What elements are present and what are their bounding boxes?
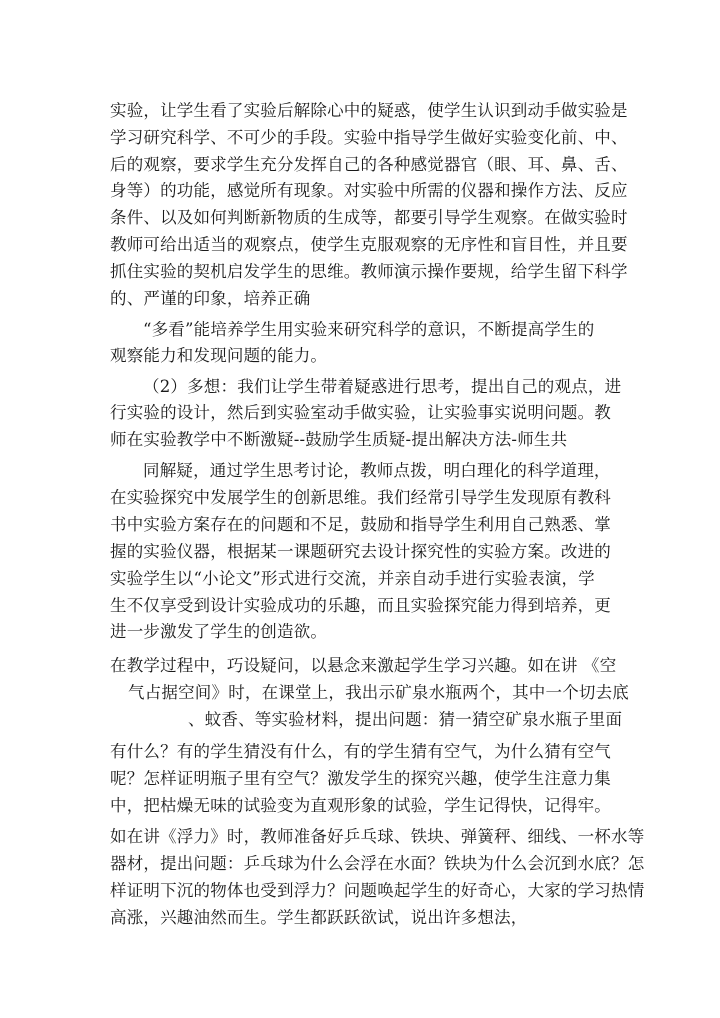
text-line: （2）多想：我们让学生带着疑惑进行思考，提出自己的观点，进 (143, 377, 622, 396)
text-line: 器材，提出问题：乒乓球为什么会浮在水面？铁块为什么会沉到水底？怎 (110, 854, 645, 873)
text-line: 条件、以及如何判断新物质的生成等，都要引导学生观察。在做实验时 (110, 208, 628, 227)
text-line: 身等）的功能，感觉所有现象。对实验中所需的仪器和操作方法、反应 (110, 181, 628, 200)
text-line: 抓住实验的契机启发学生的思维。教师演示操作要规，给学生留下科学 (110, 262, 628, 281)
text-line: 在实验探究中发展学生的创新思维。我们经常引导学生发现原有教科 (110, 488, 611, 507)
text-line: 如在讲《浮力》时，教师准备好乒乓球、铁块、弹簧秤、细线、一杯水等 (110, 827, 645, 846)
text-line: 进一步激发了学生的创造欲。 (110, 622, 328, 641)
text-line: 高涨，兴趣油然而生。学生都跃跃欲试，说出许多想法， (110, 908, 528, 927)
text-line: “多看”能培养学生用实验来研究科学的意识，不断提高学生的 (143, 320, 595, 339)
text-line: 生不仅享受到设计实验成功的乐趣，而且实验探究能力得到培养，更 (110, 596, 611, 615)
text-line: 学习研究科学、不可少的手段。实验中指导学生做好实验变化前、中、 (110, 128, 628, 147)
text-line: 的、严谨的印象，培养正确 (110, 289, 311, 308)
text-line: 有什么？有的学生猜没有什么，有的学生猜有空气，为什么猜有空气 (110, 742, 611, 761)
text-line: 同解疑，通过学生思考讨论，教师点拨，明白理化的科学道理， (143, 461, 611, 480)
text-line: 书中实验方案存在的问题和不足，鼓励和指导学生利用自己熟悉、掌 (110, 515, 611, 534)
text-line: 观察能力和发现问题的能力。 (110, 346, 328, 365)
text-line: 行实验的设计，然后到实验室动手做实验，让实验事实说明问题。教 (110, 403, 611, 422)
text-line: 实验学生以“小论文”形式进行交流，并亲自动手进行实验表演，学 (110, 569, 595, 588)
text-line: 握的实验仪器，根据某一课题研究去设计探究性的实验方案。改进的 (110, 542, 611, 561)
text-line: 、蚊香、等实验材料，提出问题：猜一猜空矿泉水瓶子里面 (188, 710, 623, 729)
text-line: 实验，让学生看了实验后解除心中的疑惑，使学生认识到动手做实验是 (110, 101, 628, 120)
text-line: 呢？怎样证明瓶子里有空气？激发学生的探究兴趣，使学生注意力集 (110, 769, 611, 788)
text-line: 教师可给出适当的观察点，使学生克服观察的无序性和盲目性，并且要 (110, 235, 628, 254)
text-line: 样证明下沉的物体也受到浮力？问题唤起学生的好奇心，大家的学习热情 (110, 881, 645, 900)
text-line: 气占据空间》时，在课堂上，我出示矿泉水瓶两个，其中一个切去底 (128, 683, 629, 702)
text-line: 中，把枯燥无味的试验变为直观形象的试验，学生记得快，记得牢。 (110, 796, 611, 815)
text-line: 后的观察，要求学生充分发挥自己的各种感觉器官（眼、耳、鼻、舌、 (110, 155, 628, 174)
text-line: 在教学过程中，巧设疑问，以悬念来激起学生学习兴趣。如在讲 《空 (110, 656, 617, 675)
text-line: 师在实验教学中不断激疑--鼓励学生质疑-提出解决方法-师生共 (110, 430, 568, 449)
